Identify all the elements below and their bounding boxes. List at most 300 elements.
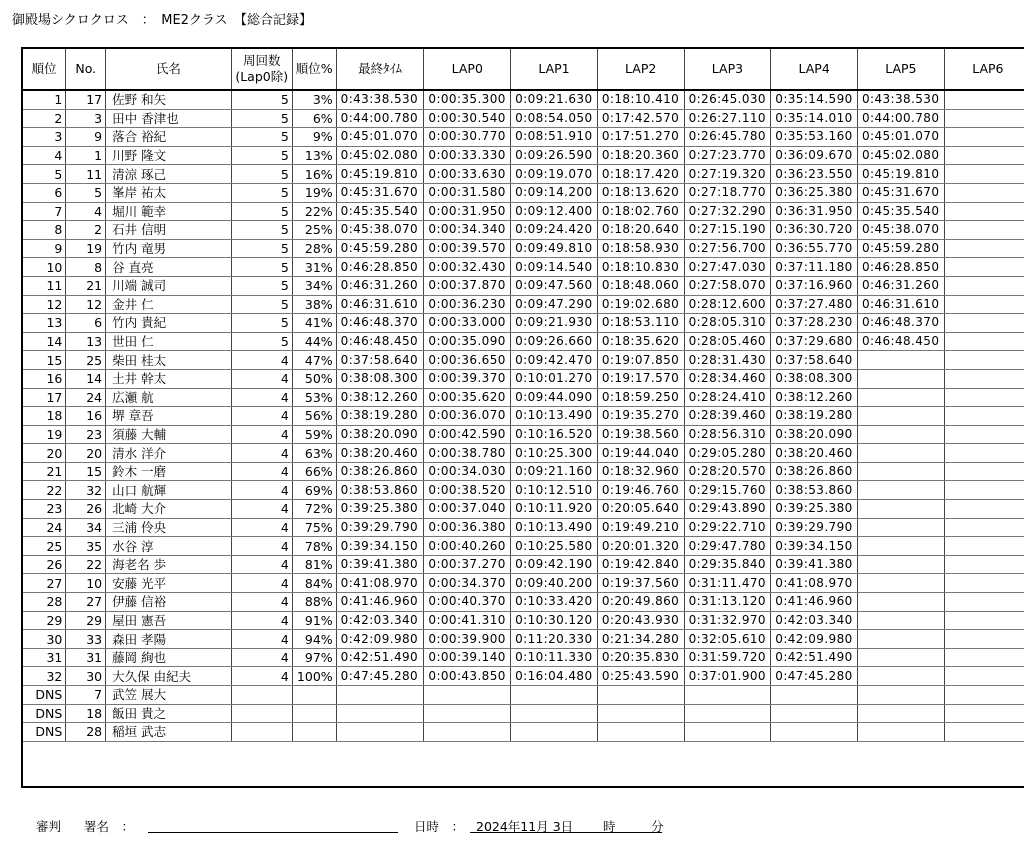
- lap2-cell: 0:19:38.560: [597, 425, 684, 444]
- rank-cell: 9: [23, 239, 66, 258]
- lap5-cell: 0:45:38.070: [858, 221, 945, 240]
- lap4-cell: 0:39:29.790: [771, 518, 858, 537]
- name-cell: 森田 孝陽: [106, 630, 231, 649]
- table-row: [23, 723, 1024, 742]
- lap0-cell: 0:00:39.140: [424, 648, 511, 667]
- laps-cell: 5: [231, 258, 292, 277]
- lap5-cell: [858, 723, 945, 742]
- lap0-cell: 0:00:36.230: [424, 295, 511, 314]
- rank-cell: 12: [23, 295, 66, 314]
- rank-cell: 25: [23, 537, 66, 556]
- lap6-cell: [944, 239, 1024, 258]
- lap0-cell: 0:00:33.330: [424, 146, 511, 165]
- bib-cell: 12: [66, 295, 106, 314]
- lap3-cell: 0:31:59.720: [684, 648, 771, 667]
- lap6-cell: [944, 202, 1024, 221]
- lap6-cell: [944, 351, 1024, 370]
- final-time-cell: 0:38:08.300: [336, 369, 424, 388]
- lap1-cell: 0:09:21.630: [511, 90, 598, 109]
- rank-cell: 8: [23, 221, 66, 240]
- lap0-cell: 0:00:30.540: [424, 109, 511, 128]
- lap2-cell: 0:25:43.590: [597, 667, 684, 686]
- lap5-cell: 0:45:02.080: [858, 146, 945, 165]
- lap4-cell: 0:35:53.160: [771, 128, 858, 147]
- rank-pct-cell: [292, 723, 336, 742]
- table-row: [23, 109, 1024, 128]
- lap1-cell: 0:10:30.120: [511, 611, 598, 630]
- final-time-cell: 0:46:48.450: [336, 332, 424, 351]
- lap6-cell: [944, 704, 1024, 723]
- bib-cell: 30: [66, 667, 106, 686]
- name-cell: 清水 洋介: [106, 444, 231, 463]
- table-row: [23, 407, 1024, 426]
- lap6-cell: [944, 369, 1024, 388]
- final-time-cell: 0:47:45.280: [336, 667, 424, 686]
- final-time-cell: 0:42:03.340: [336, 611, 424, 630]
- name-cell: 佐野 和矢: [106, 90, 231, 109]
- rank-cell: 19: [23, 425, 66, 444]
- final-time-cell: 0:45:59.280: [336, 239, 424, 258]
- rank-pct-cell: 19%: [292, 183, 336, 202]
- name-cell: 竹内 貴紀: [106, 314, 231, 333]
- rank-cell: 27: [23, 574, 66, 593]
- bib-cell: 3: [66, 109, 106, 128]
- lap6-cell: [944, 648, 1024, 667]
- lap3-cell: 0:26:27.110: [684, 109, 771, 128]
- lap1-cell: 0:10:13.490: [511, 407, 598, 426]
- lap2-cell: [597, 704, 684, 723]
- name-cell: 落合 裕紀: [106, 128, 231, 147]
- lap2-cell: 0:18:17.420: [597, 165, 684, 184]
- lap6-cell: [944, 183, 1024, 202]
- table-row: [23, 202, 1024, 221]
- rank-pct-cell: 6%: [292, 109, 336, 128]
- date-value: 2024年11月 3日: [476, 819, 574, 834]
- rank-pct-cell: 84%: [292, 574, 336, 593]
- lap0-cell: 0:00:35.620: [424, 388, 511, 407]
- lap3-cell: 0:29:35.840: [684, 555, 771, 574]
- lap2-cell: 0:19:07.850: [597, 351, 684, 370]
- table-row: [23, 258, 1024, 277]
- rank-pct-cell: 41%: [292, 314, 336, 333]
- bib-cell: 27: [66, 593, 106, 612]
- lap5-cell: [858, 407, 945, 426]
- final-time-cell: [336, 686, 424, 705]
- rank-cell: 32: [23, 667, 66, 686]
- final-time-cell: 0:38:53.860: [336, 481, 424, 500]
- lap3-cell: 0:27:18.770: [684, 183, 771, 202]
- name-cell: 鈴木 一磨: [106, 462, 231, 481]
- bib-cell: 5: [66, 183, 106, 202]
- rank-cell: DNS: [23, 723, 66, 742]
- lap2-cell: 0:18:02.760: [597, 202, 684, 221]
- laps-cell: 4: [231, 407, 292, 426]
- column-header: 順位%: [292, 49, 336, 90]
- name-cell: 飯田 貴之: [106, 704, 231, 723]
- lap0-cell: 0:00:32.430: [424, 258, 511, 277]
- rank-cell: 30: [23, 630, 66, 649]
- date-line: [470, 832, 662, 833]
- lap1-cell: 0:10:12.510: [511, 481, 598, 500]
- lap5-cell: 0:46:31.260: [858, 276, 945, 295]
- rank-pct-cell: 72%: [292, 500, 336, 519]
- lap0-cell: 0:00:36.380: [424, 518, 511, 537]
- bib-cell: 19: [66, 239, 106, 258]
- laps-cell: 4: [231, 462, 292, 481]
- lap6-cell: [944, 221, 1024, 240]
- bib-cell: 16: [66, 407, 106, 426]
- lap6-cell: [944, 165, 1024, 184]
- lap2-cell: 0:18:20.360: [597, 146, 684, 165]
- table-row: [23, 128, 1024, 147]
- laps-cell: 4: [231, 593, 292, 612]
- rank-pct-cell: 9%: [292, 128, 336, 147]
- referee-label: 審判: [36, 819, 62, 834]
- table-row: [23, 704, 1024, 723]
- final-time-cell: 0:45:31.670: [336, 183, 424, 202]
- lap5-cell: [858, 462, 945, 481]
- column-header: LAP2: [597, 49, 684, 90]
- name-cell: 堺 章吾: [106, 407, 231, 426]
- bib-cell: 8: [66, 258, 106, 277]
- laps-cell: 4: [231, 444, 292, 463]
- lap0-cell: 0:00:41.310: [424, 611, 511, 630]
- bib-cell: 20: [66, 444, 106, 463]
- lap0-cell: 0:00:39.570: [424, 239, 511, 258]
- lap5-cell: [858, 611, 945, 630]
- rank-pct-cell: 22%: [292, 202, 336, 221]
- rank-pct-cell: 75%: [292, 518, 336, 537]
- lap0-cell: 0:00:31.580: [424, 183, 511, 202]
- lap2-cell: [597, 723, 684, 742]
- table-row: [23, 295, 1024, 314]
- bib-cell: 29: [66, 611, 106, 630]
- lap0-cell: [424, 723, 511, 742]
- table-row: [23, 221, 1024, 240]
- lap2-cell: 0:21:34.280: [597, 630, 684, 649]
- bib-cell: 35: [66, 537, 106, 556]
- name-cell: 土井 幹太: [106, 369, 231, 388]
- bib-cell: 25: [66, 351, 106, 370]
- lap0-cell: 0:00:39.370: [424, 369, 511, 388]
- bib-cell: 26: [66, 500, 106, 519]
- lap5-cell: 0:44:00.780: [858, 109, 945, 128]
- lap5-cell: [858, 686, 945, 705]
- rank-pct-cell: 59%: [292, 425, 336, 444]
- rank-cell: 22: [23, 481, 66, 500]
- lap3-cell: 0:28:05.460: [684, 332, 771, 351]
- lap4-cell: 0:36:09.670: [771, 146, 858, 165]
- bib-cell: 22: [66, 555, 106, 574]
- lap6-cell: [944, 481, 1024, 500]
- lap6-cell: [944, 574, 1024, 593]
- lap0-cell: 0:00:35.300: [424, 90, 511, 109]
- lap5-cell: [858, 425, 945, 444]
- name-cell: 石井 信明: [106, 221, 231, 240]
- column-header: 順位: [23, 49, 66, 90]
- footer: [0, 817, 1024, 837]
- lap6-cell: [944, 518, 1024, 537]
- lap2-cell: 0:20:35.830: [597, 648, 684, 667]
- lap2-cell: 0:18:13.620: [597, 183, 684, 202]
- rank-pct-cell: 3%: [292, 90, 336, 109]
- laps-cell: 4: [231, 369, 292, 388]
- lap5-cell: 0:45:35.540: [858, 202, 945, 221]
- lap2-cell: 0:20:05.640: [597, 500, 684, 519]
- lap6-cell: [944, 630, 1024, 649]
- lap2-cell: 0:19:42.840: [597, 555, 684, 574]
- lap4-cell: 0:37:11.180: [771, 258, 858, 277]
- name-cell: 峯岸 祐太: [106, 183, 231, 202]
- lap3-cell: 0:28:12.600: [684, 295, 771, 314]
- rank-pct-cell: 91%: [292, 611, 336, 630]
- lap0-cell: 0:00:37.270: [424, 555, 511, 574]
- lap5-cell: [858, 555, 945, 574]
- lap6-cell: [944, 444, 1024, 463]
- name-cell: 武笠 展大: [106, 686, 231, 705]
- lap4-cell: [771, 723, 858, 742]
- final-time-cell: 0:38:19.280: [336, 407, 424, 426]
- lap1-cell: 0:09:12.400: [511, 202, 598, 221]
- bib-cell: 7: [66, 686, 106, 705]
- name-cell: 金井 仁: [106, 295, 231, 314]
- rank-cell: DNS: [23, 704, 66, 723]
- laps-cell: [231, 723, 292, 742]
- lap6-cell: [944, 462, 1024, 481]
- lap5-cell: [858, 593, 945, 612]
- lap2-cell: 0:18:59.250: [597, 388, 684, 407]
- rank-pct-cell: 44%: [292, 332, 336, 351]
- rank-cell: 26: [23, 555, 66, 574]
- lap5-cell: [858, 388, 945, 407]
- name-cell: 川端 誠司: [106, 276, 231, 295]
- lap3-cell: 0:28:20.570: [684, 462, 771, 481]
- lap3-cell: 0:31:13.120: [684, 593, 771, 612]
- final-time-cell: [336, 704, 424, 723]
- final-time-cell: 0:46:28.850: [336, 258, 424, 277]
- name-cell: 須藤 大輔: [106, 425, 231, 444]
- laps-cell: 4: [231, 574, 292, 593]
- rank-cell: 18: [23, 407, 66, 426]
- table-row: [23, 314, 1024, 333]
- rank-cell: 7: [23, 202, 66, 221]
- lap6-cell: [944, 555, 1024, 574]
- bib-cell: 34: [66, 518, 106, 537]
- rank-cell: 24: [23, 518, 66, 537]
- name-cell: 海老名 歩: [106, 555, 231, 574]
- lap2-cell: 0:19:02.680: [597, 295, 684, 314]
- lap5-cell: [858, 481, 945, 500]
- table-row: [23, 648, 1024, 667]
- lap2-cell: 0:18:20.640: [597, 221, 684, 240]
- bib-cell: 33: [66, 630, 106, 649]
- laps-cell: 4: [231, 481, 292, 500]
- lap4-cell: [771, 686, 858, 705]
- rank-pct-cell: 34%: [292, 276, 336, 295]
- lap1-cell: [511, 686, 598, 705]
- rank-cell: 21: [23, 462, 66, 481]
- rank-pct-cell: [292, 704, 336, 723]
- lap1-cell: 0:10:01.270: [511, 369, 598, 388]
- table-row: [23, 165, 1024, 184]
- lap6-cell: [944, 128, 1024, 147]
- final-time-cell: 0:41:08.970: [336, 574, 424, 593]
- lap6-cell: [944, 276, 1024, 295]
- bib-cell: 13: [66, 332, 106, 351]
- lap3-cell: 0:26:45.780: [684, 128, 771, 147]
- laps-cell: 5: [231, 221, 292, 240]
- table-row: [23, 90, 1024, 109]
- column-header: 最終ﾀｲﾑ: [336, 49, 424, 90]
- lap3-cell: [684, 686, 771, 705]
- lap2-cell: 0:18:58.930: [597, 239, 684, 258]
- lap3-cell: 0:29:22.710: [684, 518, 771, 537]
- lap5-cell: [858, 537, 945, 556]
- laps-cell: 4: [231, 648, 292, 667]
- lap4-cell: 0:42:03.340: [771, 611, 858, 630]
- lap1-cell: 0:09:21.930: [511, 314, 598, 333]
- rank-pct-cell: 16%: [292, 165, 336, 184]
- final-time-cell: 0:39:29.790: [336, 518, 424, 537]
- lap0-cell: 0:00:34.030: [424, 462, 511, 481]
- lap1-cell: 0:10:11.920: [511, 500, 598, 519]
- rank-pct-cell: 100%: [292, 667, 336, 686]
- lap4-cell: 0:39:41.380: [771, 555, 858, 574]
- lap0-cell: 0:00:33.000: [424, 314, 511, 333]
- lap5-cell: 0:46:48.450: [858, 332, 945, 351]
- bib-cell: 17: [66, 90, 106, 109]
- rank-cell: 23: [23, 500, 66, 519]
- lap1-cell: 0:09:44.090: [511, 388, 598, 407]
- lap1-cell: 0:10:11.330: [511, 648, 598, 667]
- lap4-cell: 0:39:34.150: [771, 537, 858, 556]
- lap4-cell: 0:35:14.010: [771, 109, 858, 128]
- lap4-cell: [771, 704, 858, 723]
- lap0-cell: 0:00:30.770: [424, 128, 511, 147]
- column-header: LAP6: [944, 49, 1024, 90]
- column-header: No.: [66, 49, 106, 90]
- results-table-frame: [21, 47, 1024, 788]
- lap4-cell: 0:42:51.490: [771, 648, 858, 667]
- name-cell: 北崎 大介: [106, 500, 231, 519]
- laps-cell: 5: [231, 332, 292, 351]
- lap4-cell: 0:37:27.480: [771, 295, 858, 314]
- lap4-cell: 0:37:28.230: [771, 314, 858, 333]
- lap4-cell: 0:36:55.770: [771, 239, 858, 258]
- laps-cell: 5: [231, 239, 292, 258]
- lap3-cell: 0:28:39.460: [684, 407, 771, 426]
- lap2-cell: 0:18:48.060: [597, 276, 684, 295]
- lap1-cell: 0:10:13.490: [511, 518, 598, 537]
- signature-line: [148, 832, 398, 833]
- lap1-cell: 0:09:47.290: [511, 295, 598, 314]
- lap6-cell: [944, 258, 1024, 277]
- signature-label: 署名 ：: [84, 819, 135, 834]
- table-row: [23, 239, 1024, 258]
- lap6-cell: [944, 90, 1024, 109]
- laps-cell: 5: [231, 314, 292, 333]
- lap4-cell: 0:38:53.860: [771, 481, 858, 500]
- results-table: [23, 49, 1024, 742]
- lap3-cell: 0:27:32.290: [684, 202, 771, 221]
- laps-cell: 4: [231, 667, 292, 686]
- lap0-cell: 0:00:38.520: [424, 481, 511, 500]
- lap1-cell: 0:09:42.470: [511, 351, 598, 370]
- rank-cell: 15: [23, 351, 66, 370]
- lap3-cell: 0:27:15.190: [684, 221, 771, 240]
- lap3-cell: 0:28:56.310: [684, 425, 771, 444]
- bib-cell: 15: [66, 462, 106, 481]
- lap3-cell: 0:31:32.970: [684, 611, 771, 630]
- lap5-cell: 0:43:38.530: [858, 90, 945, 109]
- name-cell: 安藤 光平: [106, 574, 231, 593]
- rank-cell: 29: [23, 611, 66, 630]
- lap3-cell: 0:28:05.310: [684, 314, 771, 333]
- name-cell: 水谷 淳: [106, 537, 231, 556]
- table-row: [23, 574, 1024, 593]
- column-header: LAP3: [684, 49, 771, 90]
- final-time-cell: 0:39:25.380: [336, 500, 424, 519]
- laps-cell: 4: [231, 425, 292, 444]
- final-time-cell: 0:42:51.490: [336, 648, 424, 667]
- lap0-cell: [424, 686, 511, 705]
- rank-pct-cell: 25%: [292, 221, 336, 240]
- rank-pct-cell: 56%: [292, 407, 336, 426]
- lap4-cell: 0:41:46.960: [771, 593, 858, 612]
- lap3-cell: 0:37:01.900: [684, 667, 771, 686]
- rank-pct-cell: [292, 686, 336, 705]
- lap5-cell: 0:45:31.670: [858, 183, 945, 202]
- laps-cell: [231, 686, 292, 705]
- rank-cell: 20: [23, 444, 66, 463]
- bib-cell: 14: [66, 369, 106, 388]
- rank-cell: 6: [23, 183, 66, 202]
- lap2-cell: 0:20:49.860: [597, 593, 684, 612]
- lap0-cell: 0:00:35.090: [424, 332, 511, 351]
- final-time-cell: 0:45:19.810: [336, 165, 424, 184]
- laps-cell: 4: [231, 611, 292, 630]
- column-header: LAP1: [511, 49, 598, 90]
- table-row: [23, 462, 1024, 481]
- final-time-cell: 0:46:48.370: [336, 314, 424, 333]
- lap1-cell: 0:09:14.540: [511, 258, 598, 277]
- lap6-cell: [944, 723, 1024, 742]
- lap0-cell: 0:00:43.850: [424, 667, 511, 686]
- rank-pct-cell: 28%: [292, 239, 336, 258]
- bib-cell: 10: [66, 574, 106, 593]
- lap1-cell: [511, 704, 598, 723]
- lap1-cell: 0:10:33.420: [511, 593, 598, 612]
- final-time-cell: [336, 723, 424, 742]
- lap2-cell: 0:17:42.570: [597, 109, 684, 128]
- rank-pct-cell: 88%: [292, 593, 336, 612]
- name-cell: 藤岡 絢也: [106, 648, 231, 667]
- lap1-cell: [511, 723, 598, 742]
- table-row: [23, 388, 1024, 407]
- table-header-row: [23, 49, 1024, 90]
- lap6-cell: [944, 686, 1024, 705]
- lap0-cell: 0:00:38.780: [424, 444, 511, 463]
- lap4-cell: 0:36:30.720: [771, 221, 858, 240]
- lap1-cell: 0:10:16.520: [511, 425, 598, 444]
- rank-pct-cell: 94%: [292, 630, 336, 649]
- lap3-cell: 0:29:15.760: [684, 481, 771, 500]
- bib-cell: 6: [66, 314, 106, 333]
- lap6-cell: [944, 500, 1024, 519]
- lap5-cell: [858, 444, 945, 463]
- lap0-cell: 0:00:39.900: [424, 630, 511, 649]
- lap5-cell: 0:46:31.610: [858, 295, 945, 314]
